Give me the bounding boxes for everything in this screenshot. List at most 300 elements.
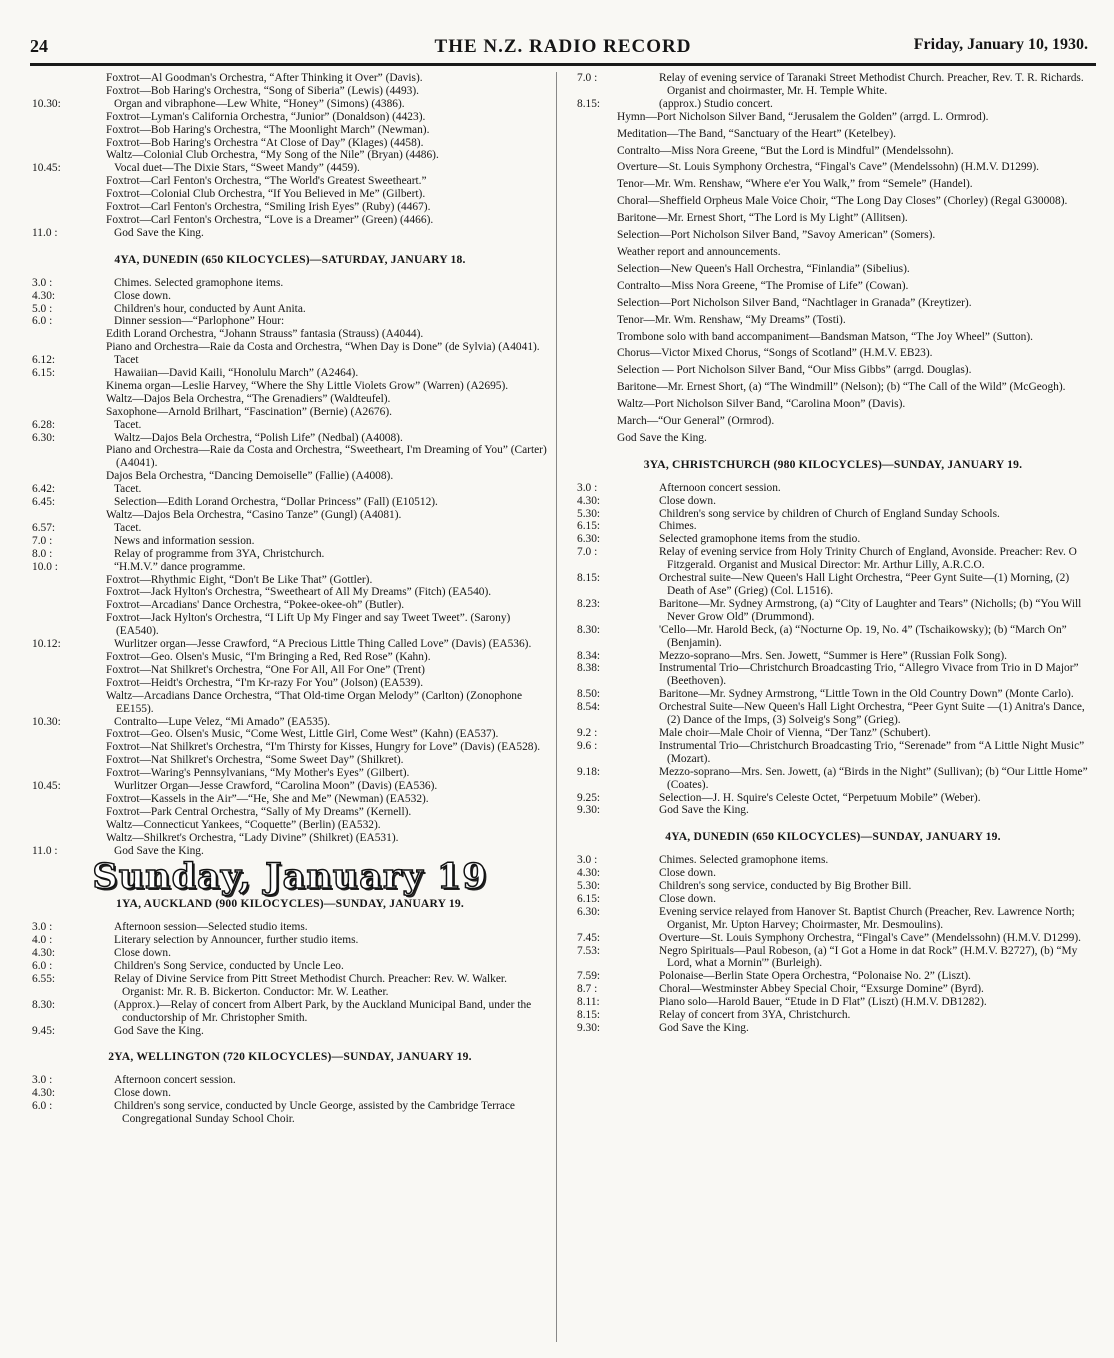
entry-text: Close down.	[659, 494, 716, 507]
programme-entry	[577, 546, 1089, 572]
entry-time	[32, 85, 76, 98]
entry-time: 10.45:	[32, 162, 61, 175]
entry-text: Relay of Divine Service from Pitt Street Methodist Church. Preacher: Rev. W. Walker. Organist: Mr. R. B. Bickerton. Conductor: Mr. W. Leather.	[114, 972, 507, 998]
entry-time: 8.7 :	[577, 983, 598, 996]
entry-time	[32, 728, 76, 741]
programme-entry	[577, 688, 1089, 701]
entry-time	[32, 175, 76, 188]
programme-entry	[32, 162, 548, 175]
entry-text: Afternoon concert session.	[114, 1074, 236, 1087]
entry-time: 10.12:	[32, 638, 61, 651]
programme-entry	[32, 574, 548, 587]
entry-time: 8.23:	[577, 597, 601, 610]
entry-time: 8.15:	[577, 1009, 601, 1022]
programme-entry	[577, 792, 1089, 805]
entry-text: Waltz—Shilkret's Orchestra, “Lady Divine” (Shilkret) (EA531).	[106, 831, 399, 844]
programme-entry	[32, 380, 548, 393]
entry-time: 6.0 :	[32, 315, 53, 328]
entry-text: Waltz—Dajos Bela Orchestra, “The Grenadiers” (Waldteufel).	[106, 392, 391, 405]
programme-entry	[32, 806, 548, 819]
programme-entry	[577, 970, 1089, 983]
programme-entry	[577, 932, 1089, 945]
programme-entry	[32, 561, 548, 574]
programme-entry	[32, 664, 548, 677]
entry-time: 10.30:	[32, 97, 61, 110]
programme-entry	[32, 1087, 548, 1100]
concert-item: Choral—Sheffield Orpheus Male Voice Choir, “The Long Day Closes” (Chorley) (Regal G30008).	[617, 195, 1068, 208]
entry-time: 9.6 :	[577, 739, 598, 752]
listing-4ya-saturday	[32, 277, 548, 858]
programme-entry	[32, 290, 548, 303]
programme-entry	[32, 444, 548, 470]
programme-entry	[577, 906, 1089, 932]
issue-date: Friday, January 10, 1930.	[913, 36, 1088, 53]
entry-text: Choral—Westminster Abbey Special Choir, “Exsurge Domine” (Byrd).	[659, 983, 984, 996]
concert-item: Contralto—Miss Nora Greene, “But the Lord is Mindful” (Mendelssohn).	[617, 144, 954, 157]
entry-time	[32, 574, 76, 587]
concert-item: Meditation—The Band, “Sanctuary of the Heart” (Ketelbey).	[617, 127, 896, 140]
programme-entry	[32, 973, 548, 999]
section-heading-1ya-sunday: 1YA, AUCKLAND (900 KILOCYCLES)—SUNDAY, JANUARY 19.	[116, 897, 464, 911]
programme-entry	[32, 522, 548, 535]
concert-item: Overture—St. Louis Symphony Orchestra, “Fingal's Cave” (Mendelssohn) (H.M.V. D1299).	[617, 161, 1039, 174]
entry-time: 4.30:	[577, 494, 601, 507]
entry-text: Relay of concert from 3YA, Christchurch.	[659, 1009, 851, 1022]
section-heading-2ya-sunday: 2YA, WELLINGTON (720 KILOCYCLES)—SUNDAY, JANUARY 19.	[108, 1050, 472, 1064]
entry-text: Foxtrot—Park Central Orchestra, “Sally of My Dreams” (Kernell).	[106, 805, 412, 818]
entry-text: Foxtrot—Bob Haring's Orchestra “At Close of Day” (Klages) (4458).	[106, 136, 424, 149]
entry-text: Contralto—Lupe Velez, “Mi Amado” (EA535).	[114, 715, 331, 728]
programme-entry	[32, 137, 548, 150]
entry-time: 4.30:	[32, 947, 56, 960]
section-heading-3ya-sunday: 3YA, CHRISTCHURCH (980 KILOCYCLES)—SUNDAY, JANUARY 19.	[643, 457, 1023, 471]
entry-text: Foxtrot—Bob Haring's Orchestra, “The Moonlight March” (Newman).	[106, 123, 430, 136]
entry-time: 3.0 :	[32, 1074, 53, 1087]
concert-item: God Save the King.	[617, 431, 707, 444]
header-rule	[30, 63, 1096, 66]
programme-entry	[32, 367, 548, 380]
studio-concert-items	[577, 111, 1089, 445]
entry-text: Foxtrot—Arcadians' Dance Orchestra, “Pokee-okee-oh” (Butler).	[106, 599, 405, 612]
programme-entry	[577, 804, 1089, 817]
entry-text: Foxtrot—Bob Haring's Orchestra, “Song of Siberia” (Lewis) (4493).	[106, 84, 420, 97]
entry-text: Piano solo—Harold Bauer, “Etude in D Flat” (Liszt) (H.M.V. DB1282).	[659, 996, 987, 1009]
programme-entry	[32, 548, 548, 561]
programme-entry	[577, 650, 1089, 663]
entry-text: 'Cello—Mr. Harold Beck, (a) “Nocturne Op. 19, No. 4” (Tschaikowsky); (b) “March On” (Benjamin).	[659, 623, 1067, 649]
entry-time	[32, 72, 76, 85]
concert-item: March—“Our General” (Ormrod).	[617, 415, 775, 428]
entry-text: Literary selection by Announcer, further studio items.	[114, 934, 359, 947]
entry-text: Children's song service, conducted by Uncle George, assisted by the Cambridge Terrace Congregational Sunday School Choir.	[114, 1100, 515, 1126]
entry-text: Foxtrot—Nat Shilkret's Orchestra, “I'm Thirsty for Kisses, Hungry for Love” (Davis) (EA528).	[106, 741, 541, 754]
entry-text: Chimes. Selected gramophone items.	[114, 276, 284, 289]
entry-text: Foxtrot—Nat Shilkret's Orchestra, “One For All, All For One” (Trent)	[106, 663, 425, 676]
entry-time	[32, 793, 76, 806]
entry-time	[32, 664, 76, 677]
entry-text: Foxtrot—Carl Fenton's Orchestra, “The World's Greatest Sweetheart.”	[106, 175, 427, 188]
programme-entry	[32, 690, 548, 716]
entry-time: 6.57:	[32, 521, 56, 534]
entry-text: Close down.	[659, 892, 716, 905]
entry-text: News and information session.	[114, 534, 255, 547]
entry-time	[32, 806, 76, 819]
entry-text: Close down.	[114, 289, 171, 302]
programme-entry	[32, 921, 548, 934]
entry-time	[32, 214, 76, 227]
entry-text: God Save the King.	[659, 804, 749, 817]
concert-item: Hymn—Port Nicholson Silver Band, “Jerusalem the Golden” (arrgd. L. Ormrod).	[617, 110, 989, 123]
entry-text: Selection—J. H. Squire's Celeste Octet, “Perpetuum Mobile” (Weber).	[659, 791, 981, 804]
entry-time	[32, 470, 76, 483]
entry-time: 3.0 :	[32, 921, 53, 934]
programme-entry	[32, 741, 548, 754]
entry-time	[32, 767, 76, 780]
entry-time: 7.0 :	[577, 72, 598, 84]
entry-time: 8.34:	[577, 649, 601, 662]
entry-text: Evening service relayed from Hanover St. Baptist Church (Preacher, Rev. Lawrence North; Organist, Mr. Upton Harvey; Choirmaster, Mr. Desmoulins).	[659, 905, 1075, 931]
entry-text: God Save the King.	[114, 1024, 204, 1037]
entry-text: Orchestral Suite—New Queen's Hall Light Orchestra, “Peer Gynt Suite —(1) Anitra's Dance, (2) Dance of the Imps, (3) Solveig's Song” (Grieg).	[659, 701, 1085, 727]
entry-text: Selected gramophone items from the studio.	[659, 533, 861, 546]
entry-time: 3.0 :	[577, 854, 598, 867]
entry-text: Negro Spirituals—Paul Robeson, (a) “I Got a Home in dat Rock” (H.M.V. B2727), (b) “My Lord, what a Mornin'” (Burleigh).	[659, 944, 1078, 970]
entry-text: Close down.	[114, 1087, 171, 1100]
entry-time: 7.0 :	[32, 534, 53, 547]
column-divider	[556, 72, 557, 1342]
programme-entry	[32, 754, 548, 767]
entry-time: 9.2 :	[577, 726, 598, 739]
programme-entry	[32, 947, 548, 960]
entry-text: Relay of programme from 3YA, Christchurch.	[114, 547, 325, 560]
entry-time: 11.0 :	[32, 844, 58, 857]
entry-time	[32, 137, 76, 150]
entry-text: Foxtrot—Colonial Club Orchestra, “If You Believed in Me” (Gilbert).	[106, 188, 426, 201]
entry-text: (approx.) Studio concert.	[659, 97, 773, 110]
entry-text: Waltz—Dajos Bela Orchestra, “Casino Tanze” (Gungl) (A4081).	[106, 509, 402, 521]
entry-text: Instrumental Trio—Christchurch Broadcasting Trio, “Serenade” from “A Little Night Music” (Mozart).	[659, 739, 1085, 765]
concert-item: Selection — Port Nicholson Silver Band, “Our Miss Gibbs” (arrgd. Douglas).	[617, 364, 972, 377]
programme-entry	[32, 586, 548, 599]
concert-item: Tenor—Mr. Wm. Renshaw, “My Dreams” (Tosti).	[617, 313, 846, 326]
left-column	[32, 72, 548, 1126]
entry-time: 3.0 :	[32, 276, 53, 289]
programme-entry	[32, 1074, 548, 1087]
entry-text: Foxtrot—Kassels in the Air”—“He, She and Me” (Newman) (EA532).	[106, 792, 429, 805]
programme-entry	[32, 934, 548, 947]
programme-entry	[577, 867, 1089, 880]
entry-text: Dajos Bela Orchestra, “Dancing Demoiselle” (Fallie) (A4008).	[106, 470, 394, 483]
entry-time: 5.0 :	[32, 302, 53, 315]
entry-time: 6.0 :	[32, 1100, 53, 1113]
programme-entry	[577, 520, 1089, 533]
concert-item: Selection—Port Nicholson Silver Band, ”Savoy American” (Somers).	[617, 229, 936, 242]
programme-entry	[32, 432, 548, 445]
programme-entry	[32, 175, 548, 188]
entry-text: Kinema organ—Leslie Harvey, “Where the Shy Little Violets Grow” (Warren) (A2695).	[106, 379, 509, 392]
entry-time: 10.0 :	[32, 560, 58, 573]
programme-entry	[32, 85, 548, 98]
programme-entry	[577, 945, 1089, 971]
programme-entry	[577, 662, 1089, 688]
entry-text: Foxtrot—Nat Shilkret's Orchestra, “Some Sweet Day” (Shilkret).	[106, 754, 404, 767]
entry-time	[32, 124, 76, 137]
entry-text: Foxtrot—Geo. Olsen's Music, “Come West, Little Girl, Come West” (Kahn) (EA537).	[106, 728, 499, 741]
page-header	[30, 36, 1096, 62]
entry-time: 7.59:	[577, 970, 601, 983]
programme-entry	[32, 793, 548, 806]
entry-text: “H.M.V.” dance programme.	[114, 560, 246, 573]
entry-time	[32, 754, 76, 767]
entry-time: 4.30:	[32, 1087, 56, 1100]
listing-2ya-continued	[577, 72, 1089, 111]
right-column	[577, 72, 1089, 1035]
entry-time	[32, 509, 76, 522]
entry-text: Waltz—Colonial Club Orchestra, “My Song of the Nile” (Bryan) (4486).	[106, 149, 439, 162]
programme-entry	[577, 72, 1089, 98]
entry-time: 6.55:	[32, 972, 56, 985]
entry-text: God Save the King.	[114, 844, 204, 857]
entry-text: Wurlitzer Organ—Jesse Crawford, “Carolina Moon” (Davis) (EA536).	[114, 780, 438, 793]
listing-4ya-sunday	[577, 854, 1089, 1035]
entry-time: 6.45:	[32, 496, 56, 509]
entry-time: 8.30:	[577, 623, 601, 636]
concert-item: Waltz—Port Nicholson Silver Band, “Carolina Moon” (Davis).	[617, 398, 906, 411]
entry-time: 8.15:	[577, 97, 601, 110]
programme-entry	[32, 509, 548, 522]
entry-time: 6.12:	[32, 354, 56, 367]
entry-time	[32, 832, 76, 845]
entry-text: Foxtrot—Waring's Pennsylvanians, “My Mother's Eyes” (Gilbert).	[106, 767, 410, 780]
entry-text: Waltz—Arcadians Dance Orchestra, “That Old-time Organ Melody” (Carlton) (Zonophone EE155).	[106, 689, 523, 715]
entry-text: Tacet.	[114, 521, 142, 534]
entry-time	[32, 690, 76, 716]
programme-entry	[32, 832, 548, 845]
listing-2ya-sunday	[32, 1074, 548, 1126]
entry-text: Afternoon session—Selected studio items.	[114, 921, 308, 934]
programme-entry	[577, 740, 1089, 766]
entry-text: Foxtrot—Carl Fenton's Orchestra, “Smiling Irish Eyes” (Ruby) (4467).	[106, 201, 431, 214]
programme-entry	[32, 98, 548, 111]
programme-entry	[577, 598, 1089, 624]
programme-entry	[577, 727, 1089, 740]
concert-item: Baritone—Mr. Ernest Short, (a) “The Windmill” (Nelson); (b) “The Call of the Wild” (McGeogh).	[617, 381, 1066, 394]
entry-time	[32, 380, 76, 393]
entry-text: Tacet	[114, 354, 139, 367]
programme-entry	[32, 470, 548, 483]
programme-entry	[32, 716, 548, 729]
programme-entry	[32, 393, 548, 406]
programme-entry	[32, 201, 548, 214]
programme-entry	[577, 572, 1089, 598]
entry-time: 4.0 :	[32, 934, 53, 947]
entry-text: Piano and Orchestra—Raie da Costa and Orchestra, “Sweetheart, I'm Dreaming of You” (Carter) (A4041).	[106, 444, 547, 470]
entry-text: Orchestral suite—New Queen's Hall Light Orchestra, “Peer Gynt Suite—(1) Morning, (2) Death of Ase” (Grieg) (Col. L1516).	[659, 572, 1070, 597]
entry-time: 9.30:	[577, 1022, 601, 1034]
entry-time: 6.15:	[577, 520, 601, 533]
programme-entry	[577, 508, 1089, 521]
concert-item: Selection—New Queen's Hall Orchestra, “Finlandia” (Sibelius).	[617, 262, 910, 275]
programme-entry	[577, 854, 1089, 867]
programme-entry	[577, 1022, 1089, 1035]
entry-time: 8.15:	[577, 572, 601, 585]
programme-entry	[577, 533, 1089, 546]
concert-item: Selection—Port Nicholson Silver Band, “Nachtlager in Granada” (Kreytizer).	[617, 296, 972, 309]
programme-entry	[32, 227, 548, 240]
entry-time: 6.28:	[32, 418, 56, 431]
programme-entry	[577, 1009, 1089, 1022]
continued-listing	[32, 72, 548, 240]
entry-time: 4.30:	[577, 867, 601, 880]
entry-text: Piano and Orchestra—Raie da Costa and Orchestra, “When Day is Done” (de Sylvia) (A4041).	[106, 341, 540, 354]
entry-text: Close down.	[114, 947, 171, 960]
entry-time: 9.25:	[577, 791, 601, 804]
entry-time: 5.30:	[577, 507, 601, 520]
entry-text: Polonaise—Berlin State Opera Orchestra, “Polonaise No. 2” (Liszt).	[659, 970, 971, 983]
entry-text: Tacet.	[114, 483, 142, 496]
programme-entry	[32, 303, 548, 316]
entry-time	[32, 111, 76, 124]
programme-entry	[32, 767, 548, 780]
entry-text: God Save the King.	[114, 226, 204, 239]
entry-time	[32, 188, 76, 201]
section-heading-4ya-saturday: 4YA, DUNEDIN (650 KILOCYCLES)—SATURDAY, JANUARY 18.	[114, 252, 466, 266]
entry-text: Waltz—Connecticut Yankees, “Coquette” (Berlin) (EA532).	[106, 818, 381, 831]
entry-text: Chimes. Selected gramophone items.	[659, 854, 829, 867]
entry-time: 7.45:	[577, 931, 601, 944]
concert-item: Trombone solo with band accompaniment—Bandsman Matson, “The Joy Wheel” (Sutton).	[617, 330, 1034, 343]
entry-time: 6.42:	[32, 483, 56, 496]
page-number: 24	[30, 36, 48, 56]
entry-text: Foxtrot—Geo. Olsen's Music, “I'm Bringing a Red, Red Rose” (Kahn).	[106, 650, 431, 663]
entry-text: Foxtrot—Jack Hylton's Orchestra, “I Lift Up My Finger and say Tweet Tweet”. (Sarony) (EA540).	[106, 612, 511, 638]
concert-item: Baritone—Mr. Ernest Short, “The Lord is My Light” (Allitsen).	[617, 212, 908, 225]
programme-entry	[32, 819, 548, 832]
programme-entry	[32, 728, 548, 741]
entry-time	[32, 201, 76, 214]
entry-time: 10.30:	[32, 715, 61, 728]
entry-text: Saxophone—Arnold Brilhart, “Fascination” (Bernie) (A2676).	[106, 405, 392, 418]
programme-entry	[577, 495, 1089, 508]
entry-text: Afternoon concert session.	[659, 481, 781, 494]
entry-time	[32, 328, 76, 341]
entry-time: 6.30:	[32, 431, 56, 444]
programme-entry	[32, 677, 548, 690]
entry-time	[32, 444, 76, 470]
entry-time: 9.30:	[577, 804, 601, 817]
programme-entry	[577, 893, 1089, 906]
entry-time	[32, 819, 76, 832]
programme-entry	[32, 960, 548, 973]
entry-time	[32, 599, 76, 612]
entry-text: Foxtrot—Lyman's California Orchestra, “Junior” (Donaldson) (4423).	[106, 110, 426, 123]
programme-entry	[32, 72, 548, 85]
programme-entry	[32, 651, 548, 664]
entry-text: Close down.	[659, 867, 716, 880]
programme-entry	[32, 1025, 548, 1038]
entry-text: Children's hour, conducted by Aunt Anita.	[114, 302, 306, 315]
entry-time	[32, 586, 76, 599]
entry-text: Male choir—Male Choir of Vienna, “Der Tanz” (Schubert).	[659, 726, 931, 739]
entry-time: 6.15:	[32, 367, 56, 380]
entry-text: Relay of evening service of Taranaki Street Methodist Church. Preacher, Rev. T. R. Richards. Organist and choirmaster, Mr. H. Temple White.	[659, 72, 1084, 97]
entry-text: (Approx.)—Relay of concert from Albert Park, by the Auckland Municipal Band, under the conductorship of Mr. Christopher Smith.	[114, 998, 532, 1024]
programme-entry	[32, 149, 548, 162]
programme-entry	[32, 535, 548, 548]
entry-text: Foxtrot—Al Goodman's Orchestra, “After Thinking it Over” (Davis).	[106, 72, 423, 84]
entry-text: God Save the King.	[659, 1022, 749, 1034]
programme-entry	[32, 1100, 548, 1126]
programme-entry	[577, 766, 1089, 792]
entry-time: 8.50:	[577, 688, 601, 701]
programme-entry	[32, 496, 548, 509]
entry-time: 3.0 :	[577, 481, 598, 494]
entry-text: Children's Song Service, conducted by Uncle Leo.	[114, 960, 344, 972]
entry-time	[32, 612, 76, 638]
programme-entry	[32, 419, 548, 432]
listing-3ya-sunday	[577, 482, 1089, 818]
concert-item: Chorus—Victor Mixed Chorus, “Songs of Scotland” (H.M.V. EB23).	[617, 347, 933, 360]
programme-entry	[32, 354, 548, 367]
programme-entry	[577, 983, 1089, 996]
entry-time	[32, 406, 76, 419]
programme-entry	[32, 638, 548, 651]
entry-time: 8.11:	[577, 996, 600, 1009]
programme-entry	[32, 315, 548, 328]
programme-entry	[32, 277, 548, 290]
programme-entry	[32, 188, 548, 201]
entry-time: 8.30:	[32, 998, 56, 1011]
entry-text: Selection—Edith Lorand Orchestra, “Dollar Princess” (Fall) (E10512).	[114, 496, 438, 509]
entry-text: Mezzo-soprano—Mrs. Sen. Jowett, “Summer is Here” (Russian Folk Song).	[659, 649, 1007, 662]
entry-time	[32, 393, 76, 406]
entry-text: Relay of evening service from Holy Trinity Church of England, Avonside. Preacher: Rev. O Fitzgerald. Organist and Musical Director: Mr. Arthur Lilly, A.R.C.O.	[659, 546, 1077, 572]
entry-text: Children's song service, conducted by Big Brother Bill.	[659, 880, 912, 893]
entry-time	[32, 149, 76, 162]
entry-time: 6.15:	[577, 892, 601, 905]
entry-text: Hawaiian—David Kaili, “Honolulu March” (A2464).	[114, 367, 359, 380]
entry-time: 9.45:	[32, 1024, 56, 1037]
masthead-title: THE N.Z. RADIO RECORD	[434, 36, 692, 57]
concert-item: Weather report and announcements.	[617, 245, 781, 258]
entry-text: Organ and vibraphone—Lew White, “Honey” (Simons) (4386).	[114, 97, 405, 110]
programme-entry	[32, 483, 548, 496]
entry-text: Baritone—Mr. Sydney Armstrong, “Little Town in the Old Country Down” (Monte Carlo).	[659, 688, 1074, 701]
section-heading-4ya-sunday: 4YA, DUNEDIN (650 KILOCYCLES)—SUNDAY, JANUARY 19.	[665, 830, 1001, 844]
programme-entry	[577, 482, 1089, 495]
programme-entry	[32, 341, 548, 354]
concert-item: Tenor—Mr. Wm. Renshaw, “Where e'er You Walk,” from “Semele” (Handel).	[617, 178, 973, 191]
programme-entry	[577, 880, 1089, 893]
programme-entry	[32, 599, 548, 612]
entry-time	[32, 741, 76, 754]
entry-time: 4.30:	[32, 289, 56, 302]
entry-time: 8.38:	[577, 662, 601, 675]
programme-entry	[32, 780, 548, 793]
listing-1ya-sunday	[32, 921, 548, 1037]
entry-time: 5.30:	[577, 880, 601, 893]
programme-entry	[577, 996, 1089, 1009]
programme-entry	[577, 98, 1089, 111]
entry-text: Edith Lorand Orchestra, “Johann Strauss” fantasia (Strauss) (A4044).	[106, 328, 424, 341]
entry-time: 8.0 :	[32, 547, 53, 560]
entry-text: Foxtrot—Jack Hylton's Orchestra, “Sweetheart of All My Dreams” (Fitch) (EA540).	[106, 586, 492, 599]
entry-text: Wurlitzer organ—Jesse Crawford, “A Precious Little Thing Called Love” (Davis) (EA536).	[114, 638, 532, 651]
programme-entry	[577, 624, 1089, 650]
entry-time	[32, 651, 76, 664]
entry-text: Chimes.	[659, 520, 697, 533]
entry-text: Overture—St. Louis Symphony Orchestra, “Fingal's Cave” (Mendelssohn) (H.M.V. D1299).	[659, 931, 1081, 944]
